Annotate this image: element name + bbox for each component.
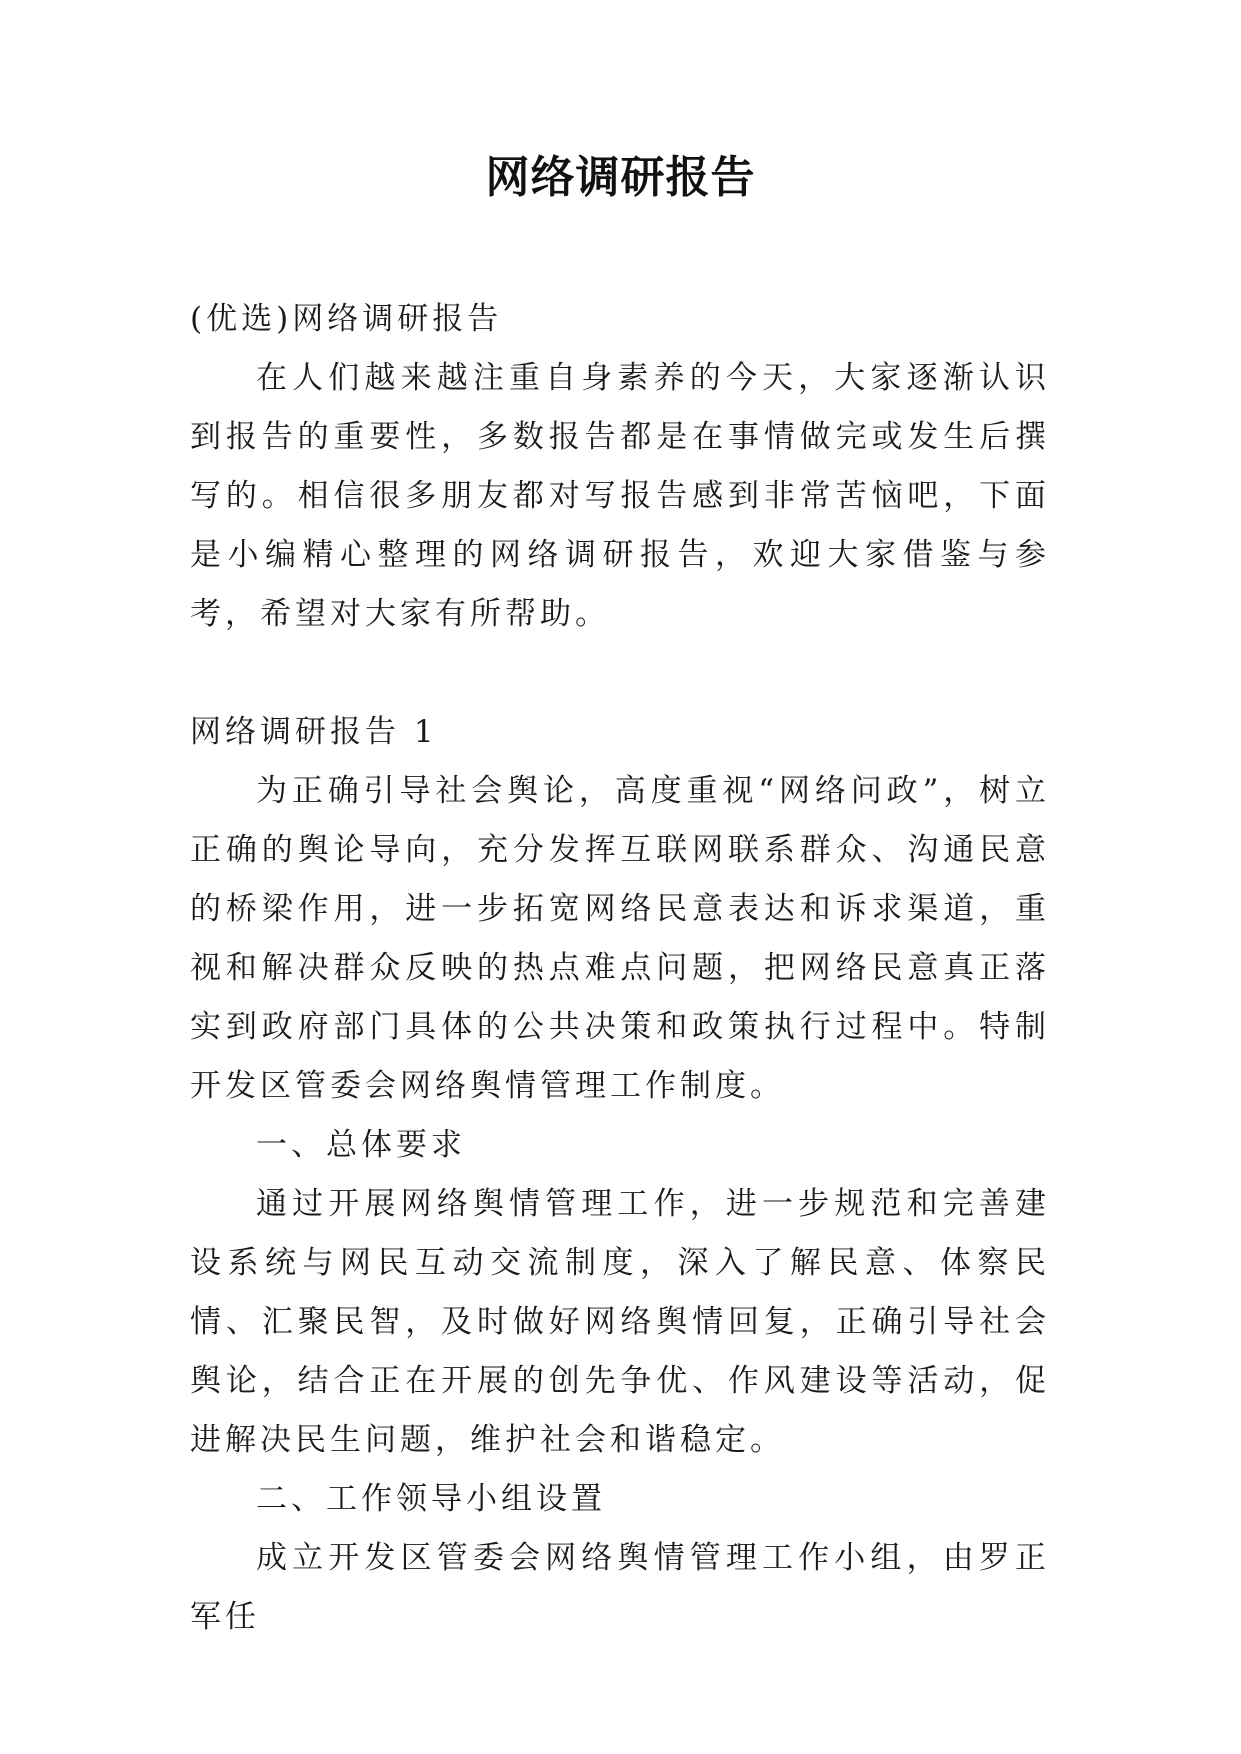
document-subtitle: (优选)网络调研报告	[190, 301, 503, 337]
body-paragraph: 成立开发区管委会网络舆情管理工作小组，由罗正军任	[190, 1540, 1050, 1635]
intro-paragraph: 在人们越来越注重自身素养的今天，大家逐渐认识到报告的重要性，多数报告都是在事情做完或发生后撰写的。相信很多朋友都对写报告感到非常苦恼吧，下面是小编精心整理的网络调研报告，欢迎大家借鉴与参考，希望对大家有所帮助。	[190, 360, 1050, 632]
document-body	[190, 290, 1050, 1647]
subheading-general-requirements: 一、总体要求	[256, 1127, 466, 1163]
section-heading: 网络调研报告 1	[190, 714, 438, 750]
body-paragraph: 为正确引导社会舆论，高度重视“网络问政”，树立正确的舆论导向，充分发挥互联网联系群众、沟通民意的桥梁作用，进一步拓宽网络民意表达和诉求渠道，重视和解决群众反映的热点难点问题，把网络民意真正落实到政府部门具体的公共决策和政策执行过程中。特制开发区管委会网络舆情管理工作制度。	[190, 773, 1050, 1104]
document-title: 网络调研报告	[485, 152, 756, 203]
body-paragraph: 通过开展网络舆情管理工作，进一步规范和完善建设系统与网民互动交流制度，深入了解民意、体察民情、汇聚民智，及时做好网络舆情回复，正确引导社会舆论，结合正在开展的创先争优、作风建设等活动，促进解决民生问题，维护社会和谐稳定。	[190, 1186, 1050, 1458]
subheading-leadership-group: 二、工作领导小组设置	[256, 1481, 606, 1517]
paragraph-spacer	[190, 644, 1050, 703]
